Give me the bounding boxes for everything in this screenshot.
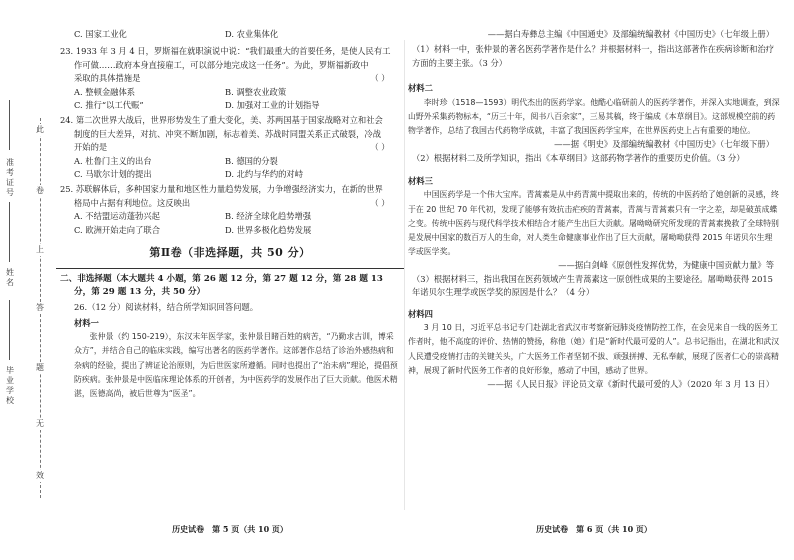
option-b[interactable]: B. 德国的分裂 — [225, 155, 278, 166]
option-c[interactable]: C. 推行“以工代赈” — [74, 100, 144, 111]
q23-options — [60, 99, 400, 112]
question-line: 25. 苏联解体后，多种国家力量和地区性力量趋势发展，力争增强经济实力，在新的世界 — [60, 184, 383, 195]
part2-heading: 二、非选择题（本大题共 4 小题，第 26 题 12 分，第 27 题 12 分，第 28 题 13 — [60, 273, 383, 284]
q25-options — [60, 210, 400, 223]
material-1-text: 张仲景（约 150-219），东汉末年医学家，张仲景目睹百姓的病苦，“乃勤求古训，博采众方”，并结合自己的临床实践，编写出著名的医药学著作。这部著作总结了诊治外感热病和杂病的经验，提出了辨证论治原则，为后世医家所遵循。同时也提出了“治未病”理论，提倡预防疾病。张仲景是中医临床理论体系的开创者，为中医药学的发展作出了巨大贡献。他医术精湛，医德高尚，被后世尊为“医圣”。 — [74, 332, 398, 398]
section-title: 第Ⅱ卷（非选择题，共 50 分） — [149, 246, 311, 260]
page-divider — [404, 40, 405, 510]
option-a[interactable]: A. 不结盟运动蓬勃兴起 — [74, 211, 160, 222]
answer-space[interactable] — [408, 70, 780, 80]
sub-question-2: （2）根据材料二及所学知识，指出《本草纲目》这部药物学著作的重要历史价值。（3 分） — [412, 152, 745, 163]
source-citation: ——据《明史》及部编统编教材《中国历史》（七年级下册） — [554, 139, 774, 150]
question-line: 开始的是 — [74, 142, 108, 153]
source-citation: ——据白寿彝总主编《中国通史》及部编统编教材《中国历史》（七年级上册） — [487, 29, 774, 39]
sub-question-1: （1）材料一中，张仲景的著名医药学著作是什么？并根据材料一，指出这部著作在疾病诊断和治疗方面的主要主张。（3 分） — [412, 44, 775, 68]
question-line: 制度的巨大差异，对抗、冲突不断加剧，标志着美、苏战时同盟关系正式破裂，冷战 — [74, 128, 381, 139]
question-line: 采取的具体措施是 — [74, 73, 141, 84]
material-3-text: 中国医药学是一个伟大宝库。青蒿素是从中药青蒿中提取出来的，传统的中医药给了她创新的灵感，终于在 20 世纪 70 年代初，发现了能够有效抗击疟疾的青蒿素，青蒿与青蒿素只有一字之差，却是破茧成蝶之变。传统中医药与现代科学技术相结合才能产生出巨大贡献。屠呦呦研究所发现的青蒿素挽救了全球特别是发展中国家的数百万人的生命，对人类生命健康事业作出了巨大贡献，屠呦呦获得 2015 年诺贝尔生理学或医学奖。 — [408, 190, 779, 257]
name-label: 姓名 — [6, 268, 14, 287]
source-citation: ——据《人民日报》评论员文章《新时代最可爱的人》（2020 年 3 月 13 日） — [487, 378, 774, 389]
material-2-text: 李时珍（1518—1593）明代杰出的医药学家。他酷心临研前人的医药学著作，并深入实地调查，到深山野外采集药物标本，“历三十年，阅书八百余家”，三易其稿，终于编成《本草纲目》。这部规模空前的药物学著作，总结了我国古代药物学成就，丰富了我国医药学宝库，在世界医药史上占有重要的地位。 — [408, 97, 780, 136]
material-3-title: 材料三 — [408, 176, 433, 187]
source-citation: ——据白剑峰《原创性发挥优势，为健康中国贡献力量》等 — [558, 260, 774, 271]
answer-space[interactable] — [408, 165, 780, 173]
option-b[interactable]: B. 经济全球化趋势增强 — [225, 211, 312, 222]
answer-paren[interactable]: （ ） — [370, 73, 390, 84]
question-line: 格局中占据有利地位。这反映出 — [74, 197, 191, 208]
option-d[interactable]: D. 农业集体化 — [225, 29, 279, 39]
q24-options — [60, 155, 400, 168]
q24-options — [60, 168, 400, 181]
school-blank[interactable] — [9, 300, 10, 360]
name-blank[interactable] — [9, 202, 10, 262]
binding-char: 题 — [36, 363, 44, 372]
binding-char: 上 — [36, 245, 44, 254]
option-d[interactable]: D. 加强对工业的计划指导 — [225, 100, 320, 111]
answer-paren[interactable]: （ ） — [370, 197, 390, 208]
option-b[interactable]: B. 调整农业政策 — [225, 86, 287, 97]
q23-options — [60, 86, 400, 99]
binding-char: 答 — [36, 303, 44, 312]
sub-question-3: （3）根据材料三，指出我国在医药领域产生青蒿素这一原创性成果的主要途径。屠呦呦获得 2015 年诺贝尔生理学或医学奖的原因是什么？（4 分） — [412, 273, 773, 298]
q25-options — [60, 224, 400, 237]
answer-space[interactable] — [408, 300, 780, 306]
binding-char: 卷 — [36, 186, 44, 195]
option-d[interactable]: D. 北约与华约的对峙 — [225, 169, 304, 180]
material-2-title: 材料二 — [408, 83, 433, 94]
page-5 — [60, 28, 400, 540]
question-line: 24. 第二次世界大战后，世界形势发生了重大变化，美、苏两国基于国家战略对立和社会 — [60, 115, 383, 126]
exam-number-label: 准考证号 — [6, 158, 14, 197]
question-26: 26.（12 分）阅读材料，结合所学知识回答问题。 — [74, 302, 259, 313]
part2-heading-cont: 分，第 29 题 13 分，共 50 分） — [74, 286, 206, 297]
page-6 — [408, 28, 780, 540]
material-1-title: 材料一 — [74, 317, 99, 328]
option-c[interactable]: C. 国家工业化 — [74, 29, 127, 39]
material-4-title: 材料四 — [408, 308, 433, 319]
question-25 — [60, 183, 400, 237]
question-line: 23. 1933 年 3 月 4 日，罗斯福在就职演说中说：“我们最重大的首要任务，是使人民有工 — [60, 46, 391, 57]
option-c[interactable]: C. 马歇尔计划的提出 — [74, 169, 152, 180]
exam-number-blank[interactable] — [9, 100, 10, 150]
answer-paren[interactable]: （ ） — [370, 142, 390, 153]
binding-char: 无 — [36, 419, 44, 428]
school-label: 毕业学校 — [6, 366, 14, 405]
option-a[interactable]: A. 杜鲁门主义的出台 — [74, 155, 152, 166]
option-a[interactable]: A. 整顿金融体系 — [74, 86, 136, 97]
question-24 — [60, 114, 400, 181]
binding-char: 效 — [36, 471, 44, 480]
page-footer: 历史试卷 第 6 页（共 10 页） — [536, 523, 652, 534]
divider — [56, 268, 404, 269]
binding-char: 此 — [36, 125, 44, 134]
question-line: 作可做……政府本身直接雇工，可以部分地完成这一任务”。为此，罗斯福新政中 — [74, 59, 369, 70]
q22-options — [60, 28, 400, 41]
question-23 — [60, 45, 400, 112]
page-footer: 历史试卷 第 5 页（共 10 页） — [172, 523, 288, 534]
option-d[interactable]: D. 世界多极化趋势发展 — [225, 224, 312, 235]
option-c[interactable]: C. 欧洲开始走向了联合 — [74, 224, 160, 235]
material-4-text: 3 月 10 日，习近平总书记专门赴湖北省武汉市考察新冠肺炎疫情防控工作，在会见来自一线的医务工作者时，他不高度的评价、热情的赞扬，称他（她）们是“新时代最可爱的人”。总书记指出，在湖北和武汉人民遭受疫情打击的关键关头，广大医务工作者坚韧不拔、顽强拼搏、无私奉献，展现了医者仁心的崇高精神，展现了新时代医务工作者的良好形象，感动了中国，感动了世界。 — [408, 323, 780, 375]
